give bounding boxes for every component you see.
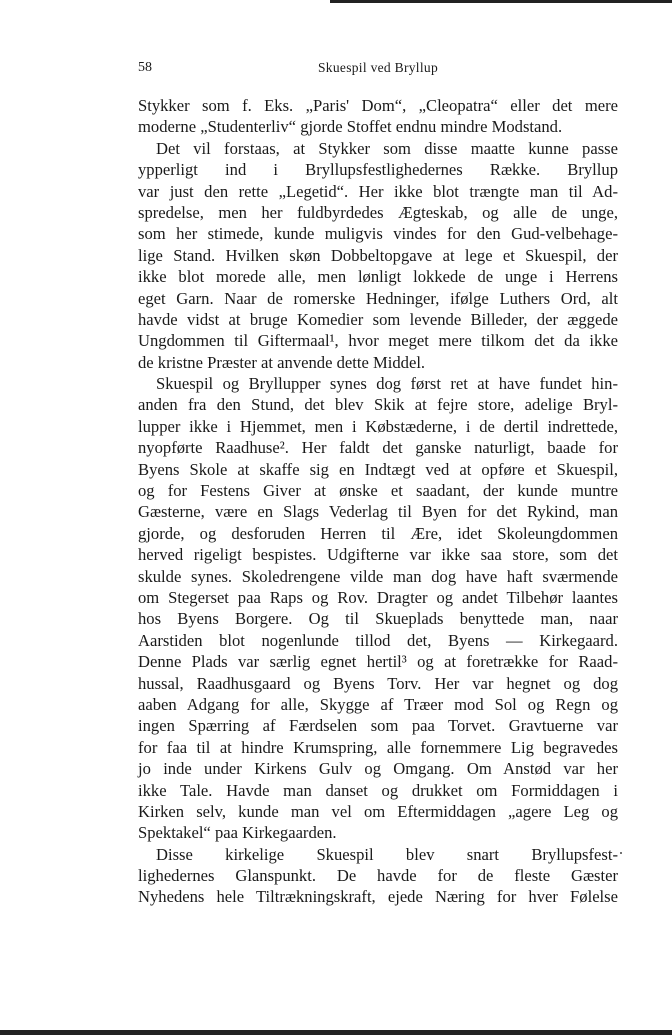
top-edge-rule <box>330 0 672 3</box>
text-line: Spektakel“ paa Kirkegaarden. <box>138 823 337 843</box>
running-title: Skuespil ved Bryllup <box>318 60 438 75</box>
text-line: Denne Plads var særlig egnet hertil³ og at foretrække for Raad- <box>138 652 618 672</box>
text-line: ingen Spærring af Færdselen som paa Torvet. Gravtuerne var <box>138 716 618 736</box>
text-line: havde vidst at bruge Komedier som levende Billeder, der æggede <box>138 309 618 329</box>
text-line: Nyhedens hele Tiltrækningskraft, ejede Næring for hver Følelse <box>138 887 618 907</box>
text-line: Disse kirkelige Skuespil blev snart Bryllupsfest- <box>156 844 618 864</box>
text-line: nyopførte Raadhuse². Her faldt det ganske naturligt, baade for <box>138 438 618 458</box>
text-line: eget Garn. Naar de romerske Hedninger, ifølge Luthers Ord, alt <box>138 288 618 308</box>
text-line: Aarstiden blot nogenlunde tillod det, Byens — Kirkegaard. <box>138 630 618 650</box>
text-line: de kristne Præster at anvende dette Middel. <box>138 352 426 372</box>
running-head <box>138 60 618 80</box>
text-line: moderne „Studenterliv“ gjorde Stoffet endnu mindre Modstand. <box>138 117 563 137</box>
text-line: Skuespil og Bryllupper synes dog først ret at have fundet hin- <box>156 374 618 394</box>
text-line: lupper ikke i Hjemmet, men i Købstæderne, i de dertil indrettede, <box>138 416 618 436</box>
text-line: jo inde under Kirkens Gulv og Omgang. Om Anstød var her <box>138 759 618 779</box>
text-line: Kirken selv, kunde man vel om Eftermiddagen „agere Leg og <box>138 801 618 821</box>
body-text <box>138 95 618 908</box>
text-line: Det vil forstaas, at Stykker som disse maatte kunne passe <box>156 138 618 158</box>
text-line: Byens Skole at skaffe sig en Indtægt ved at opføre et Skuespil, <box>138 459 618 479</box>
text-line: Gæsterne, være en Slags Vederlag til Byen for det Rykind, man <box>138 502 618 522</box>
text-line: lige Stand. Hvilken skøn Dobbeltopgave at lege et Skuespil, der <box>138 245 618 265</box>
text-line: spredelse, men her fuldbyrdedes Ægteskab, og alle de unge, <box>138 202 618 222</box>
text-line: skulde synes. Skoledrengene vilde man dog have haft sværmende <box>138 566 618 586</box>
text-line: aaben Adgang for alle, Skygge af Træer mod Sol og Regn og <box>138 694 618 714</box>
text-line: Ungdommen til Giftermaal¹, hvor meget mere tilkom det da ikke <box>138 331 618 351</box>
text-line: ikke Tale. Havde man danset og drukket om Formiddagen i <box>138 780 618 800</box>
text-line: hussal, Raadhusgaard og Byens Torv. Her var hegnet og dog <box>138 673 618 693</box>
text-line: Stykker som f. Eks. „Paris' Dom“, „Cleopatra“ eller det mere <box>138 96 618 115</box>
ink-speck <box>620 852 622 854</box>
text-line: gjorde, og desforuden Herren til Ære, idet Skoleungdommen <box>138 523 618 543</box>
text-line: ypperligt ind i Bryllupsfestlighedernes Række. Bryllup <box>138 160 618 180</box>
text-line: hos Byens Borgere. Og til Skueplads benyttede man, naar <box>138 609 618 629</box>
text-line: som her stimede, kunde muligvis vindes for den Gud-velbehage- <box>138 224 618 244</box>
bottom-edge-rule <box>0 1030 672 1035</box>
text-line: lighedernes Glanspunkt. De havde for de fleste Gæster <box>138 866 618 886</box>
text-line: herved rigeligt bespistes. Udgifterne var ikke saa store, som det <box>138 545 618 565</box>
text-line: var just den rette „Legetid“. Her ikke blot trængte man til Ad- <box>138 181 618 201</box>
page-number: 58 <box>138 60 152 75</box>
text-line: ikke blot morede alle, men lønligt lokkede de unge i Herrens <box>138 267 618 287</box>
text-line: om Stegerset paa Raps og Rov. Dragter og andet Tilbehør laantes <box>138 587 618 607</box>
text-line: for faa til at hindre Krumspring, alle fornemmere Lig begravedes <box>138 737 618 757</box>
text-line: anden fra den Stund, det blev Skik at fejre store, adelige Bryl- <box>138 395 618 415</box>
text-line: og for Festens Giver at ønske et saadant, der kunde muntre <box>138 481 618 501</box>
